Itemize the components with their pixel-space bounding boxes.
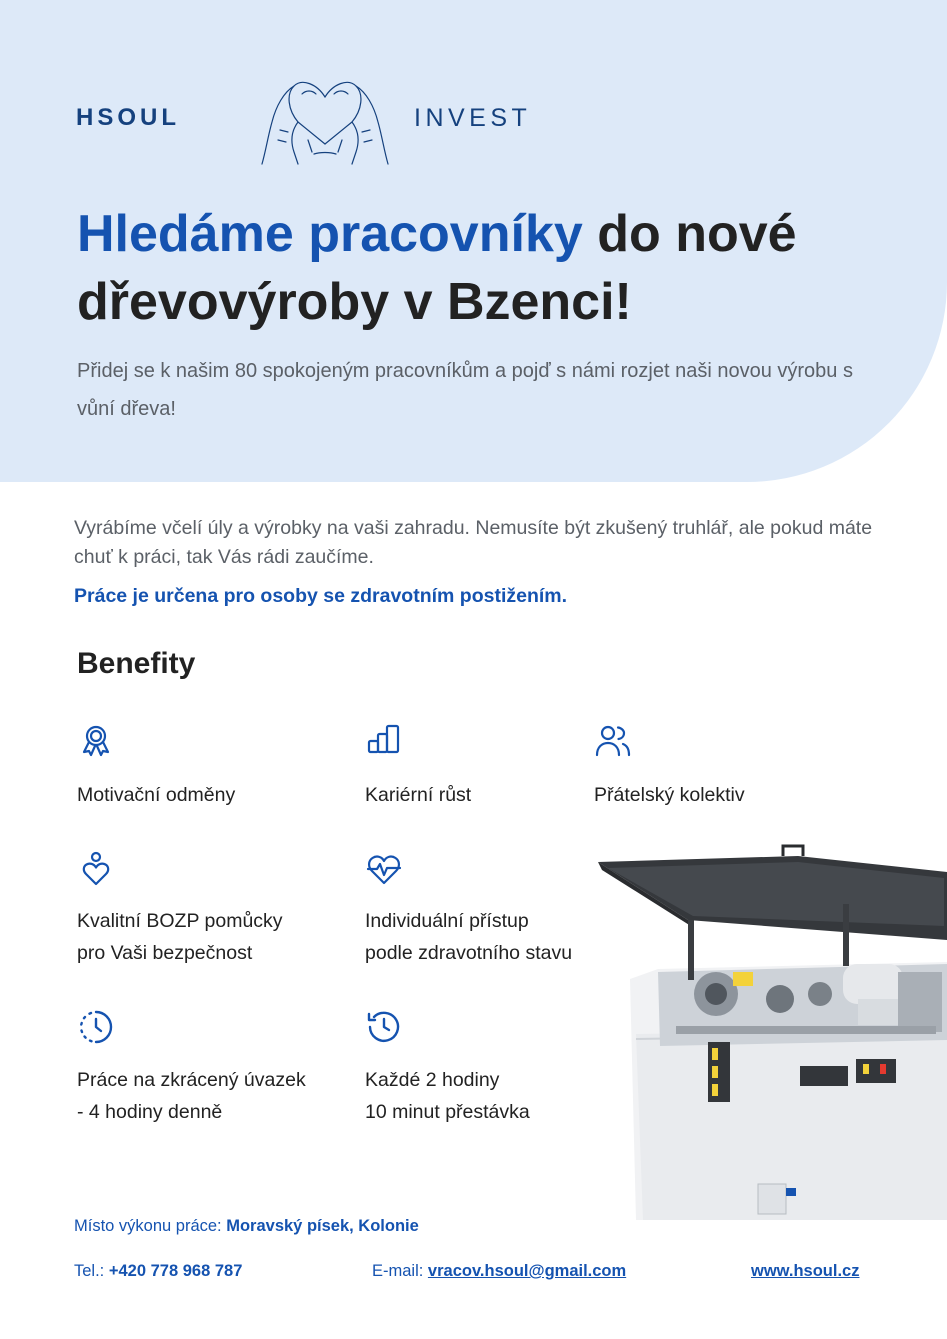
person-heart-icon	[77, 850, 115, 888]
benefit-label: Kvalitní BOZP pomůcky pro Vaši bezpečnost	[77, 910, 283, 964]
intro-paragraph: Vyrábíme včelí úly a výrobky na vaši zahradu. Nemusíte být zkušený truhlář, ale pokud máte chuť k práci, tak Vás rádi zaučíme.	[74, 517, 873, 568]
work-location-label: Místo výkonu práce:	[74, 1217, 227, 1235]
phone-value[interactable]: +420 778 968 787	[108, 1262, 243, 1280]
logo-text-invest: INVEST	[414, 104, 532, 132]
page-title	[77, 200, 917, 336]
heart-pulse-icon	[365, 850, 403, 888]
benefits-title: Benefity	[77, 647, 196, 680]
benefit-label: Práce na zkrácený úvazek - 4 hodiny denně	[77, 1069, 306, 1123]
disability-notice: Práce je určena pro osoby se zdravotním postižením.	[74, 585, 568, 607]
benefit-label: Každé 2 hodiny 10 minut přestávka	[365, 1069, 530, 1123]
benefit-label: Kariérní růst	[365, 784, 472, 806]
page-title-accent: Hledáme pracovníky	[77, 205, 583, 263]
website	[751, 1262, 859, 1281]
dashed-clock-icon	[77, 1008, 115, 1046]
email	[372, 1262, 626, 1281]
logo-text-hsoul: HSOUL	[76, 104, 180, 131]
history-clock-icon	[365, 1008, 403, 1046]
users-icon	[594, 722, 632, 760]
page-title-line2: dřevovýroby v Bzenci!	[77, 273, 632, 331]
bar-chart-icon	[365, 720, 403, 758]
phone-label: Tel.:	[74, 1262, 109, 1280]
benefit-label: Přátelský kolektiv	[594, 784, 745, 806]
benefit-label: Motivační odměny	[77, 784, 236, 806]
phone	[74, 1262, 242, 1281]
heart-hands-icon	[254, 70, 396, 166]
email-label: E-mail:	[372, 1262, 428, 1280]
page-title-rest: do nové	[582, 205, 797, 263]
award-ribbon-icon	[77, 722, 115, 760]
work-location-value: Moravský písek, Kolonie	[226, 1217, 419, 1235]
subheadline: Přidej se k našim 80 spokojeným pracovníkům a pojď s námi rozjet naši novou výrobu s vůní dřeva!	[77, 360, 853, 420]
logo	[76, 70, 576, 166]
woodworking-machine-image	[598, 844, 947, 1220]
website-link[interactable]: www.hsoul.cz	[751, 1262, 860, 1280]
hero-banner	[0, 0, 947, 482]
work-location	[74, 1217, 419, 1236]
benefit-label: Individuální přístup podle zdravotního stavu	[365, 910, 573, 964]
email-link[interactable]: vracov.hsoul@gmail.com	[427, 1262, 627, 1280]
